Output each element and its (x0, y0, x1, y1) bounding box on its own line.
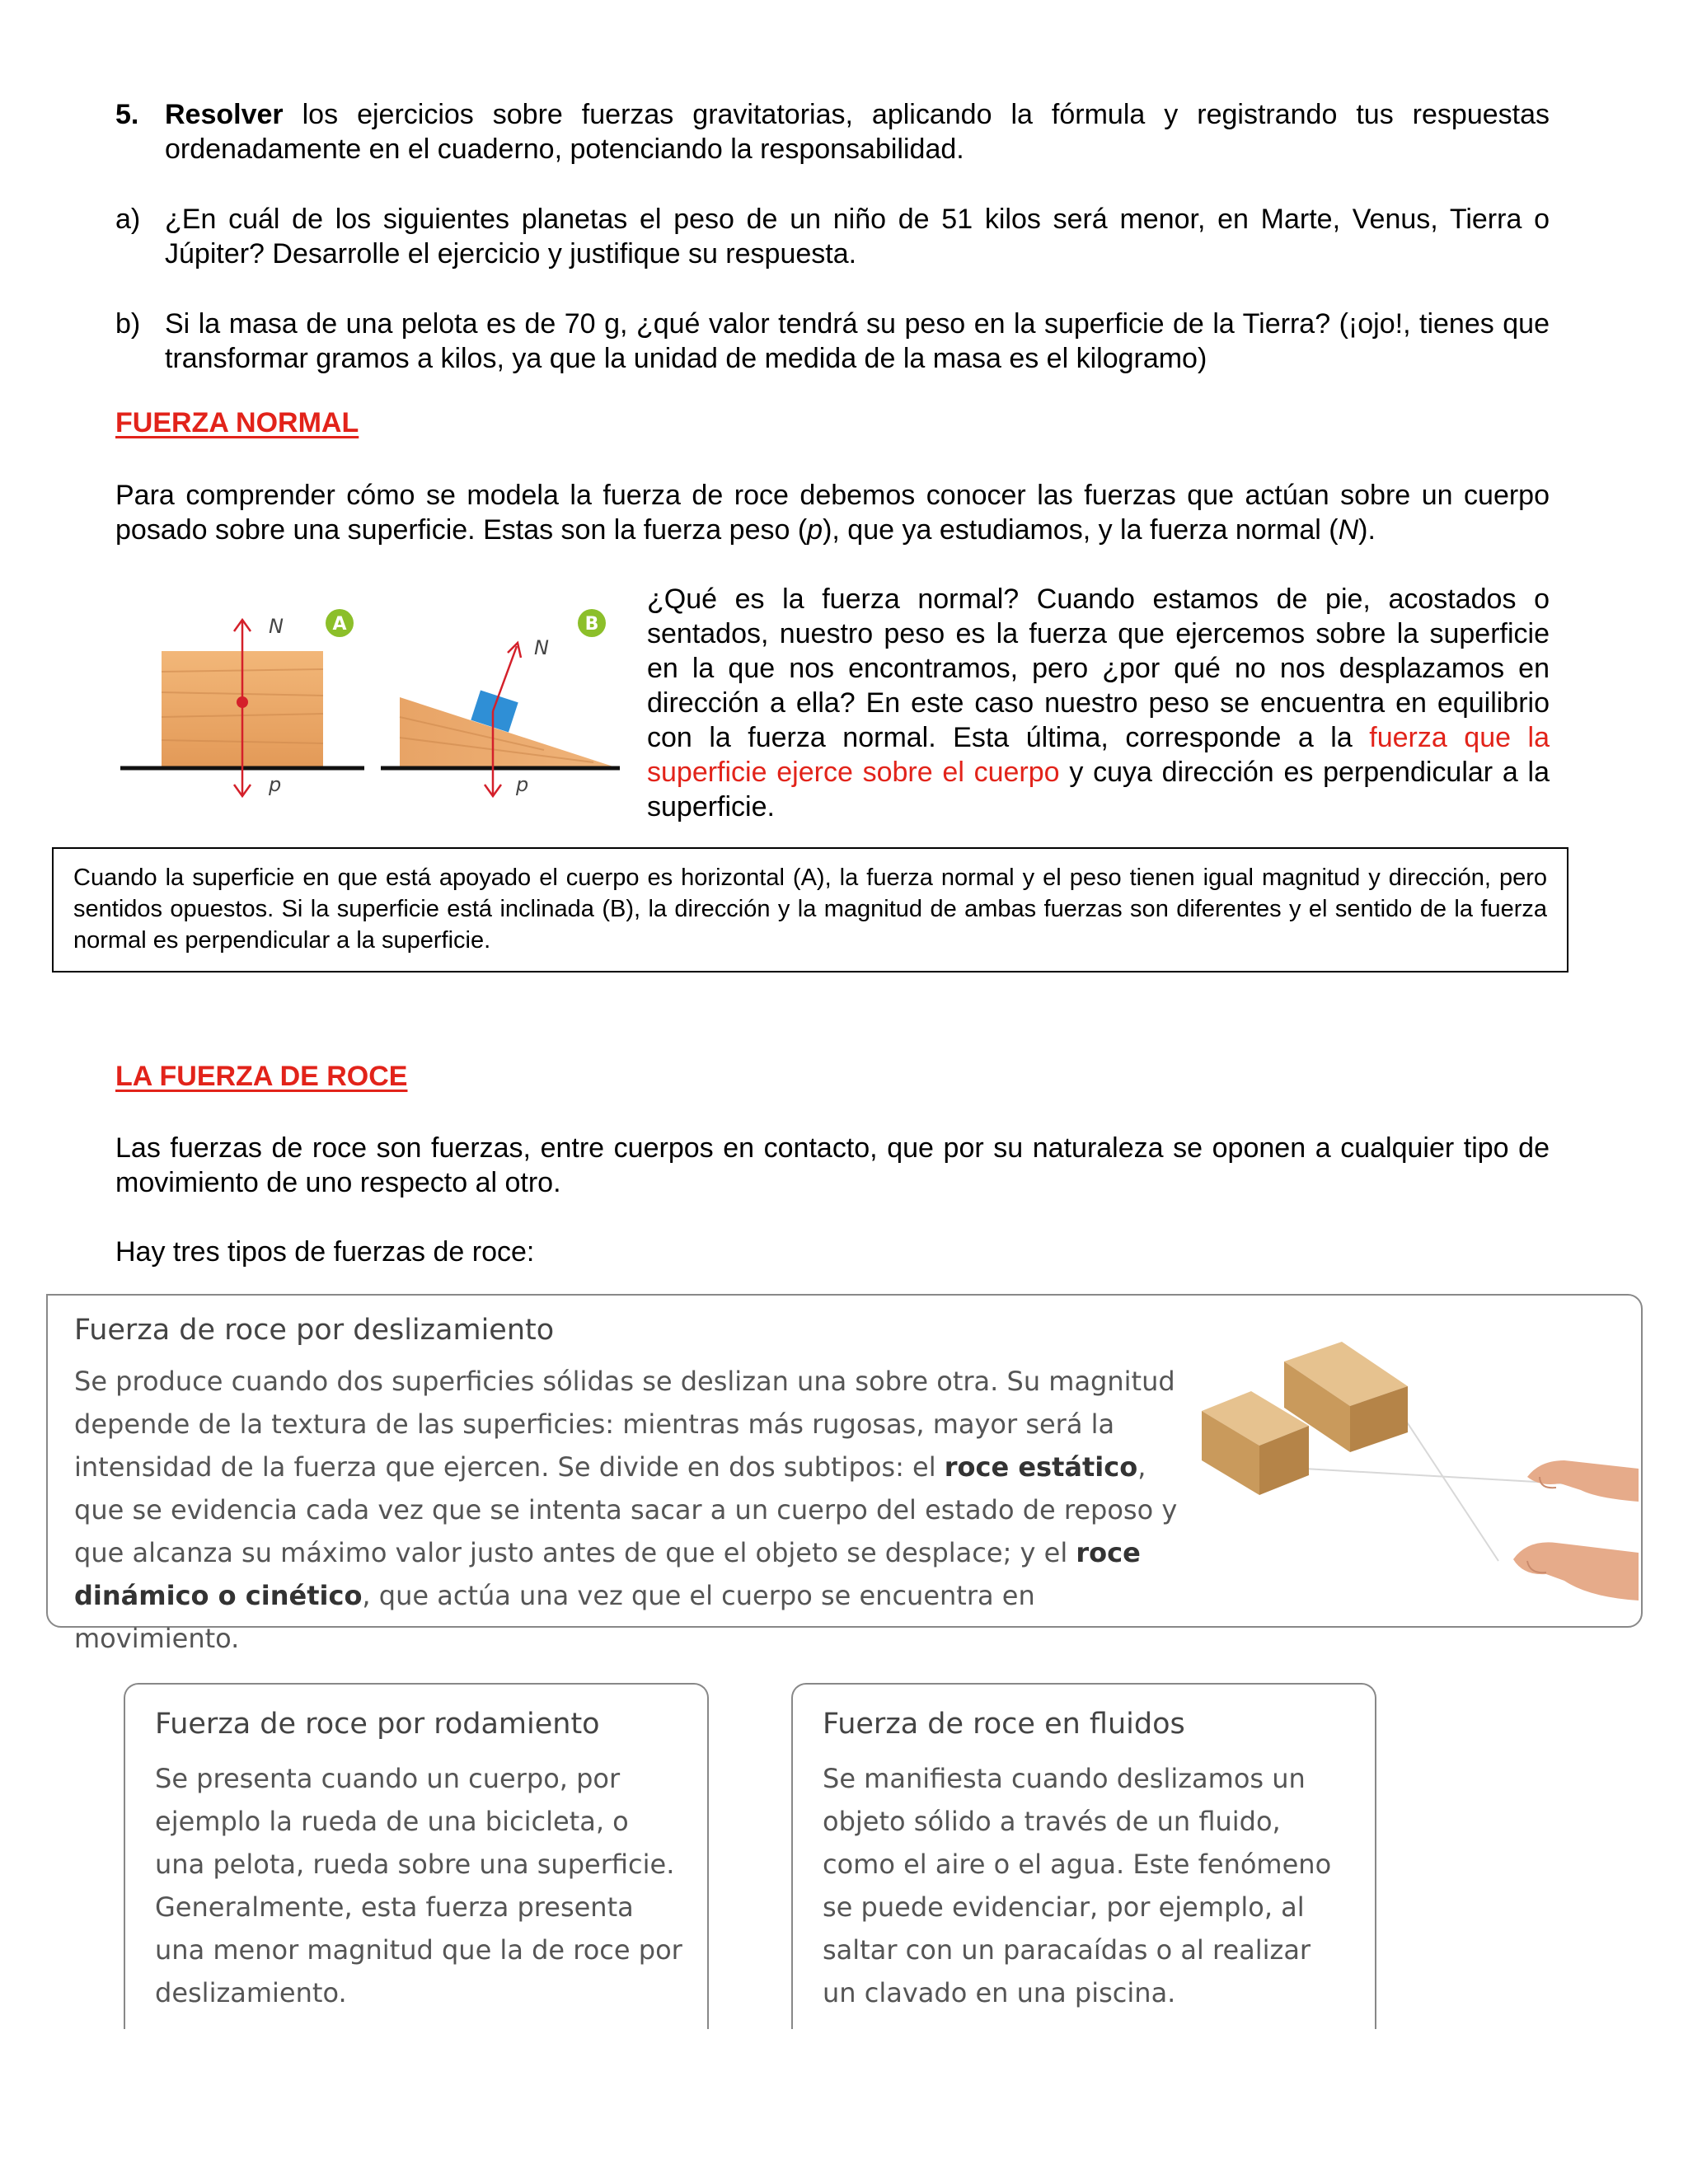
normal-intro-p: p (807, 514, 823, 546)
roce-types-intro: Hay tres tipos de fuerzas de roce: (115, 1236, 535, 1268)
exercise-5 (115, 97, 1550, 166)
figure-b (381, 609, 620, 796)
deslizamiento-text-1: Se produce cuando dos superficies sólidas se deslizan una sobre otra. Su magnitud depende de la textura de las superficies: mientras más rugosas, mayor será la intensidad de la fuerza que ejercen. Se divide en dos subtipos: el (74, 1366, 1175, 1483)
normal-force-figure (115, 593, 626, 808)
question-text-1: ¿Qué es la fuerza normal? Cuando estamos de pie, acostados o sentados, nuestro peso es la fuerza que ejercemos sobre la superficie en la que nos encontramos, pero ¿por qué no nos desplazamos en dirección a ella? En este caso nuestro peso se encuentra en equilibrio con la fuerza normal. Esta última, corresponde a la (647, 583, 1550, 753)
badge-a-label: A (332, 614, 347, 635)
card-rodamiento (124, 1683, 709, 2029)
card-deslizamiento-text (74, 1360, 1203, 1660)
card-fluidos-text: Se manifiesta cuando deslizamos un objeto sólido a través de un fluido, como el aire o el agua. Este fenómeno se puede evidenciar, por ejemplo, al saltar con un paracaídas o al realizar un clavado en una piscina. (823, 1763, 1332, 2008)
normal-intro-part-1: Para comprender cómo se modela la fuerza de roce debemos conocer las fuerzas que actúan sobre un cuerpo posado sobre una superficie. Estas son la fuerza peso ( (115, 480, 1550, 546)
roce-intro: Las fuerzas de roce son fuerzas, entre cuerpos en contacto, que por su naturaleza se oponen a cualquier tipo de movimiento de uno respecto al otro. (115, 1132, 1550, 1198)
center-dot-a (237, 696, 248, 708)
roce-dinamico-term: roce dinámico o cinético (74, 1537, 1141, 1611)
boxes-hands-illustration (1152, 1337, 1639, 1617)
deslizamiento-text-2: , que se evidencia cada vez que se intenta sacar a un cuerpo del estado de reposo y que alcanza su máximo valor justo antes de que el objeto se desplace; y el (74, 1451, 1178, 1568)
question-text-2: y cuya dirección es perpendicular a la superficie. (647, 757, 1550, 823)
deslizamiento-text-3: , que actúa una vez que el cuerpo se encuentra en movimiento. (74, 1580, 1035, 1654)
item-a-text: ¿En cuál de los siguientes planetas el peso de un niño de 51 kilos será menor, en Marte, Venus, Tierra o Júpiter? Desarrolle el ejercicio y justifique su respuesta. (165, 204, 1550, 269)
heading-fuerza-normal: FUERZA NORMAL (115, 407, 359, 438)
badge-b-label: B (584, 614, 599, 635)
label-n-b: N (534, 636, 549, 659)
exercise-statement (165, 97, 1550, 166)
item-a-marker: a) (115, 204, 141, 235)
label-p-b: p (516, 773, 529, 796)
card-fluidos-title: Fuerza de roce en fluidos (823, 1708, 1185, 1741)
question-red-text: fuerza que la superficie ejerce sobre el cuerpo (647, 722, 1550, 788)
label-n-a: N (269, 615, 284, 638)
roce-estatico-term: roce estático (944, 1451, 1138, 1483)
card-rodamiento-title: Fuerza de roce por rodamiento (155, 1708, 600, 1741)
normal-note-box (52, 847, 1568, 972)
exercise-item-a (115, 202, 1550, 271)
hand-icon (1527, 1460, 1639, 1502)
card-deslizamiento (46, 1294, 1643, 1654)
exercise-number: 5. (115, 99, 139, 130)
normal-intro-part-3: ). (1358, 514, 1376, 546)
card-fluidos (791, 1683, 1376, 2029)
normal-intro (115, 478, 1550, 547)
normal-note-text: Cuando la superficie en que está apoyado el cuerpo es horizontal (A), la fuerza normal y el peso tienen igual magnitud y dirección, pero sentidos opuestos. Si la superficie está inclinada (B), la dirección y la magnitud de ambas fuerzas son diferentes y el sentido de la fuerza normal es perpendicular a la superficie. (73, 865, 1547, 954)
heading-fuerza-roce: LA FUERZA DE ROCE (115, 1061, 408, 1092)
exercise-item-b (115, 307, 1550, 376)
label-p-a: p (269, 773, 282, 796)
normal-question (647, 582, 1550, 824)
hand-icon (1513, 1542, 1639, 1601)
normal-intro-part-2: ), que ya estudiamos, y la fuerza normal ( (823, 514, 1339, 546)
card-rodamiento-text: Se presenta cuando un cuerpo, por ejemplo la rueda de una bicicleta, o una pelota, rueda sobre una superficie. Generalmente, esta fuerza presenta una menor magnitud que la de roce por deslizamiento. (155, 1763, 682, 2008)
card-deslizamiento-title: Fuerza de roce por deslizamiento (74, 1314, 555, 1347)
item-b-text: Si la masa de una pelota es de 70 g, ¿qué valor tendrá su peso en la superficie de la Tierra? (¡ojo!, tienes que transformar gramos a kilos, ya que la unidad de medida de la masa es el kilogramo) (165, 308, 1550, 374)
item-b-marker: b) (115, 308, 141, 340)
exercise-verb: Resolver (165, 99, 284, 130)
normal-intro-n: N (1338, 514, 1359, 546)
exercise-rest: los ejercicios sobre fuerzas gravitatorias, aplicando la fórmula y registrando tus respuestas ordenadamente en el cuaderno, potenciando la responsabilidad. (165, 99, 1550, 165)
figure-a (120, 609, 364, 796)
